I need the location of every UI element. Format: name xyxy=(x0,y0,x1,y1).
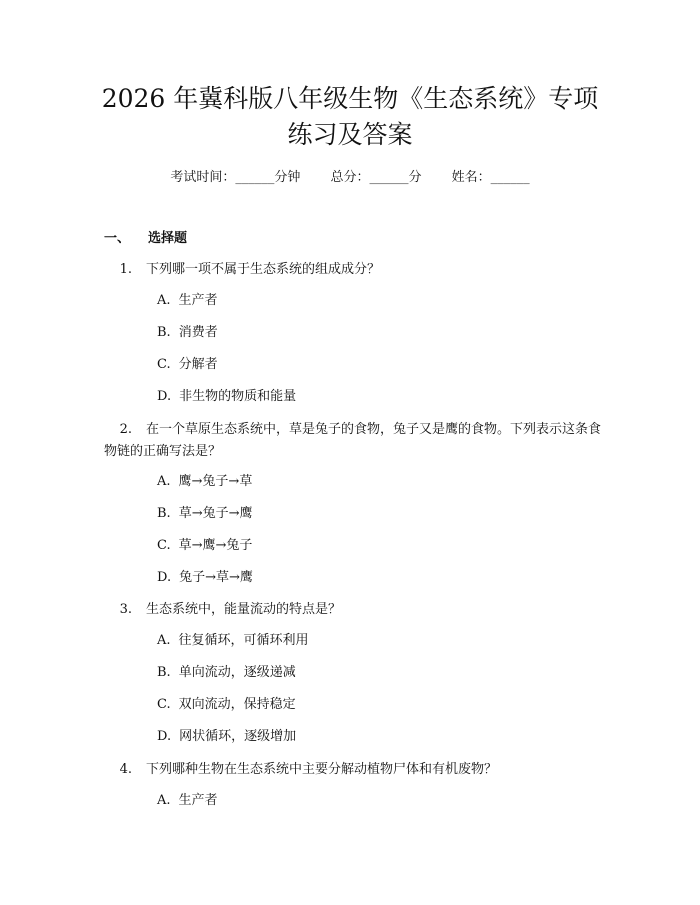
option-text: 消费者 xyxy=(178,325,218,340)
question-1-option-d xyxy=(157,387,296,407)
exam-time-field: 考试时间：______分钟 xyxy=(170,170,301,185)
option-text: 生产者 xyxy=(178,293,218,308)
question-text: 下列哪一项不属于生态系统的组成成分？ xyxy=(146,262,381,277)
option-text: 草→鹰→兔子 xyxy=(178,538,253,553)
question-2 xyxy=(104,419,604,463)
question-1-option-b xyxy=(157,323,218,343)
section-heading xyxy=(104,229,187,249)
question-1-option-c xyxy=(157,355,218,375)
option-label: A. xyxy=(157,474,171,489)
option-label: A. xyxy=(157,793,171,808)
question-3-option-a xyxy=(157,631,309,651)
option-label: A. xyxy=(157,633,171,648)
question-1-option-a xyxy=(157,291,218,311)
name-field: 姓名：______ xyxy=(451,170,530,185)
question-3-option-c xyxy=(157,695,296,715)
question-text: 下列哪种生物在生态系统中主要分解动植物尸体和有机废物？ xyxy=(146,762,498,777)
question-4 xyxy=(104,759,604,781)
option-label: D. xyxy=(157,389,172,404)
question-text: 生态系统中，能量流动的特点是？ xyxy=(146,602,342,617)
document-title-line-1: 2026 年冀科版八年级生物《生态系统》专项 xyxy=(101,84,599,113)
option-label: C. xyxy=(157,697,171,712)
option-text: 网状循环，逐级增加 xyxy=(179,729,297,744)
document-title-line-2: 练习及答案 xyxy=(287,120,413,149)
question-1 xyxy=(104,259,604,281)
question-text: 在一个草原生态系统中，草是兔子的食物，兔子又是鹰的食物。下列表示这条食物链的正确写法是？ xyxy=(104,422,602,459)
option-label: B. xyxy=(157,325,171,340)
question-3 xyxy=(104,599,604,621)
option-label: D. xyxy=(157,729,172,744)
option-text: 非生物的物质和能量 xyxy=(179,389,297,404)
option-text: 生产者 xyxy=(178,793,218,808)
total-score-field: 总分：______分 xyxy=(330,170,422,185)
question-number: 3. xyxy=(119,602,132,617)
option-text: 往复循环，可循环利用 xyxy=(178,633,309,648)
question-3-option-d xyxy=(157,727,296,747)
question-number: 2. xyxy=(119,422,132,437)
option-text: 双向流动，保持稳定 xyxy=(178,697,296,712)
question-2-option-c xyxy=(157,536,252,556)
option-label: B. xyxy=(157,506,171,521)
option-text: 单向流动，逐级递减 xyxy=(178,665,296,680)
option-label: D. xyxy=(157,570,172,585)
question-number: 1. xyxy=(119,262,132,277)
option-label: C. xyxy=(157,538,171,553)
question-number: 4. xyxy=(119,762,132,777)
option-text: 兔子→草→鹰 xyxy=(179,570,253,585)
option-label: B. xyxy=(157,665,171,680)
question-2-option-a xyxy=(157,472,252,492)
option-label: A. xyxy=(157,293,171,308)
question-4-option-a xyxy=(157,791,218,811)
question-2-option-b xyxy=(157,504,252,524)
section-title: 选择题 xyxy=(148,231,188,246)
question-2-option-d xyxy=(157,568,253,588)
question-3-option-b xyxy=(157,663,296,683)
exam-meta xyxy=(0,168,700,188)
option-text: 分解者 xyxy=(178,357,218,372)
option-text: 草→兔子→鹰 xyxy=(178,506,253,521)
option-text: 鹰→兔子→草 xyxy=(178,474,253,489)
section-number: 一、 xyxy=(104,231,131,246)
option-label: C. xyxy=(157,357,171,372)
